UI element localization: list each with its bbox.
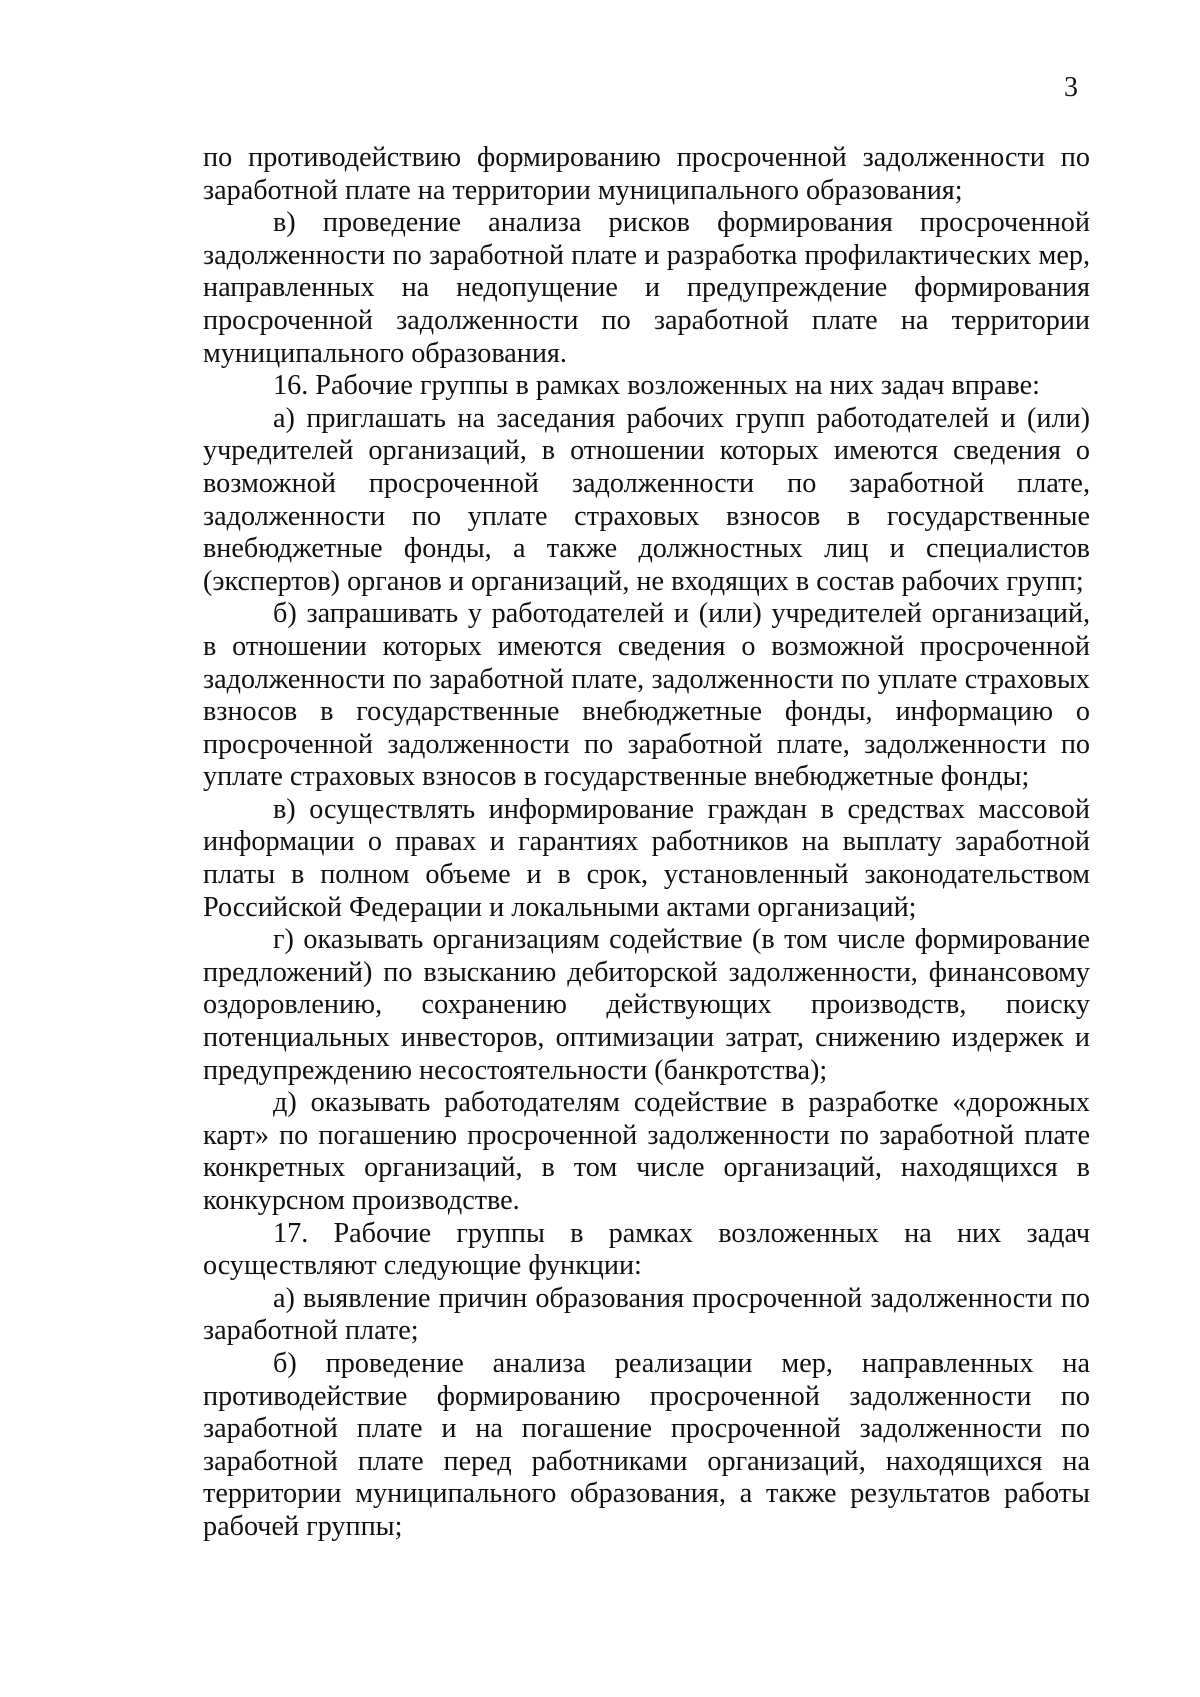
paragraph-17b: б) проведение анализа реализации мер, направленных на противодействие формированию просроченной задолженности по заработной плате и на погашение просроченной задолженности по заработной плате перед работниками организаций, находящихся на территории муниципального образования, а также результатов работы рабочей группы;	[203, 1347, 1090, 1542]
paragraph-continuation: по противодействию формированию просроченной задолженности по заработной плате на территории муниципального образования;	[203, 142, 1090, 206]
paragraph-15v: в) проведение анализа рисков формирования просроченной задолженности по заработной плате и разработка профилактических мер, направленных на недопущение и предупреждение формирования просроченной задолженности по заработной плате на территории муниципального образования.	[203, 207, 1090, 369]
paragraph-17a: а) выявление причин образования просроченной задолженности по заработной плате;	[203, 1282, 1090, 1347]
paragraph-16v: в) осуществлять информирование граждан в средствах массовой информации о правах и гарантиях работников на выплату заработной платы в полном объеме и в срок, установленный законодательством Российской Федерации и локальными актами организаций;	[203, 793, 1090, 923]
paragraph-17: 17. Рабочие группы в рамках возложенных на них задач осуществляют следующие функции:	[203, 1217, 1090, 1282]
paragraph-16: 16. Рабочие группы в рамках возложенных на них задач вправе:	[273, 370, 1040, 402]
paragraph-16g: г) оказывать организациям содействие (в том числе формирование предложений) по взысканию дебиторской задолженности, финансовому оздоровлению, сохранению действующих производств, поиску потенциальных инвесторов, оптимизации затрат, снижению издержек и предупреждению несостоятельности (банкротства);	[203, 924, 1090, 1086]
page-number: 3	[1064, 72, 1078, 103]
paragraph-16d: д) оказывать работодателям содействие в разработке «дорожных карт» по погашению просроченной задолженности по заработной плате конкретных организаций, в том числе организаций, находящихся в конкурсном производстве.	[203, 1087, 1090, 1216]
paragraph-16b: б) запрашивать у работодателей и (или) учредителей организаций, в отношении которых имеются сведения о возможной просроченной задолженности по заработной плате, задолженности по уплате страховых взносов в государственные внебюджетные фонды, информацию о просроченной задолженности по заработной плате, задолженности по уплате страховых взносов в государственные внебюджетные фонды;	[203, 598, 1090, 793]
document-body	[203, 142, 1090, 1544]
paragraph-16a: а) приглашать на заседания рабочих групп работодателей и (или) учредителей организаций, в отношении которых имеются сведения о возможной просроченной задолженности по заработной плате, задолженности по уплате страховых взносов в государственные внебюджетные фонды, а также должностных лиц и специалистов (экспертов) органов и организаций, не входящих в состав рабочих групп;	[203, 402, 1090, 597]
